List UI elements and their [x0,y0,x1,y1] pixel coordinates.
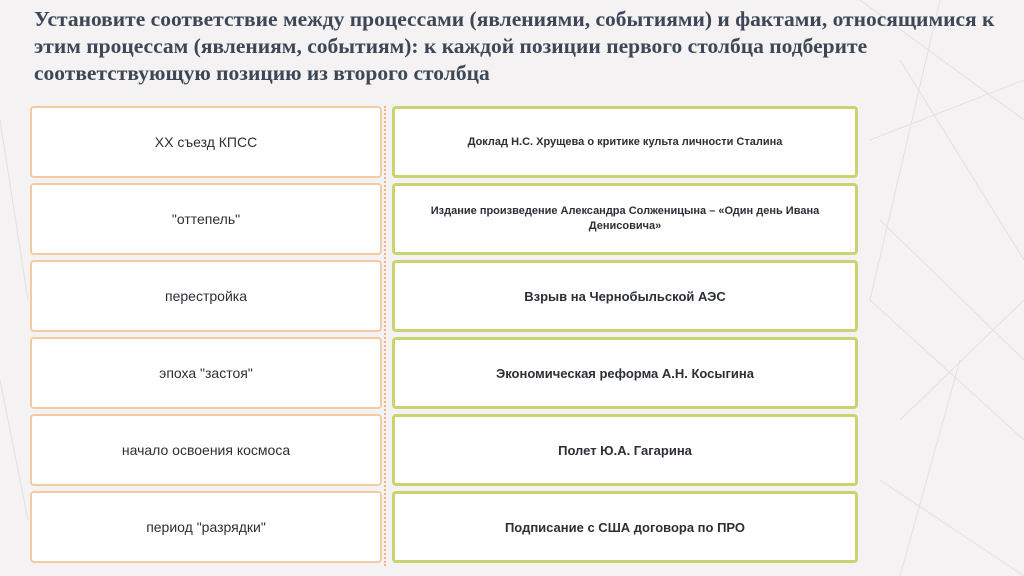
fact-label: Взрыв на Чернобыльской АЭС [524,288,726,304]
process-card-5[interactable] [30,414,382,486]
fact-card-3[interactable] [392,260,858,332]
process-card-6[interactable] [30,491,382,563]
fact-card-4[interactable] [392,337,858,409]
process-label: период "разрядки" [146,519,266,535]
fact-card-2[interactable] [392,183,858,255]
fact-label: Подписание с США договора по ПРО [504,519,746,535]
fact-card-6[interactable] [392,491,858,563]
fact-label: Полет Ю.А. Гагарина [558,442,692,458]
process-card-4[interactable] [30,337,382,409]
process-label: эпоха "застоя" [159,365,253,381]
task-title: Установите соответствие между процессами (явлениями, событиями) и фактами, относящимися к этим процессам (явлениям, событиям): к каждой позиции первого столбца подберите соответствующую позицию из второго столбца [34,7,995,85]
fact-label: Издание произведение Александра Солженицына – «Один день Ивана Денисовича» [430,205,820,232]
fact-label: Экономическая реформа А.Н. Косыгина [495,365,755,381]
fact-card-5[interactable] [392,414,858,486]
process-label: начало освоения космоса [121,442,291,458]
process-card-2[interactable] [30,183,382,255]
process-label: "оттепель" [171,211,241,227]
fact-label: Доклад Н.С. Хрущева о критике культа личности Сталина [467,135,783,148]
fact-card-1[interactable] [392,106,858,178]
process-label: XX съезд КПСС [154,134,258,150]
process-card-1[interactable] [30,106,382,178]
process-card-3[interactable] [30,260,382,332]
column-divider [384,106,386,566]
process-label: перестройка [165,288,247,304]
